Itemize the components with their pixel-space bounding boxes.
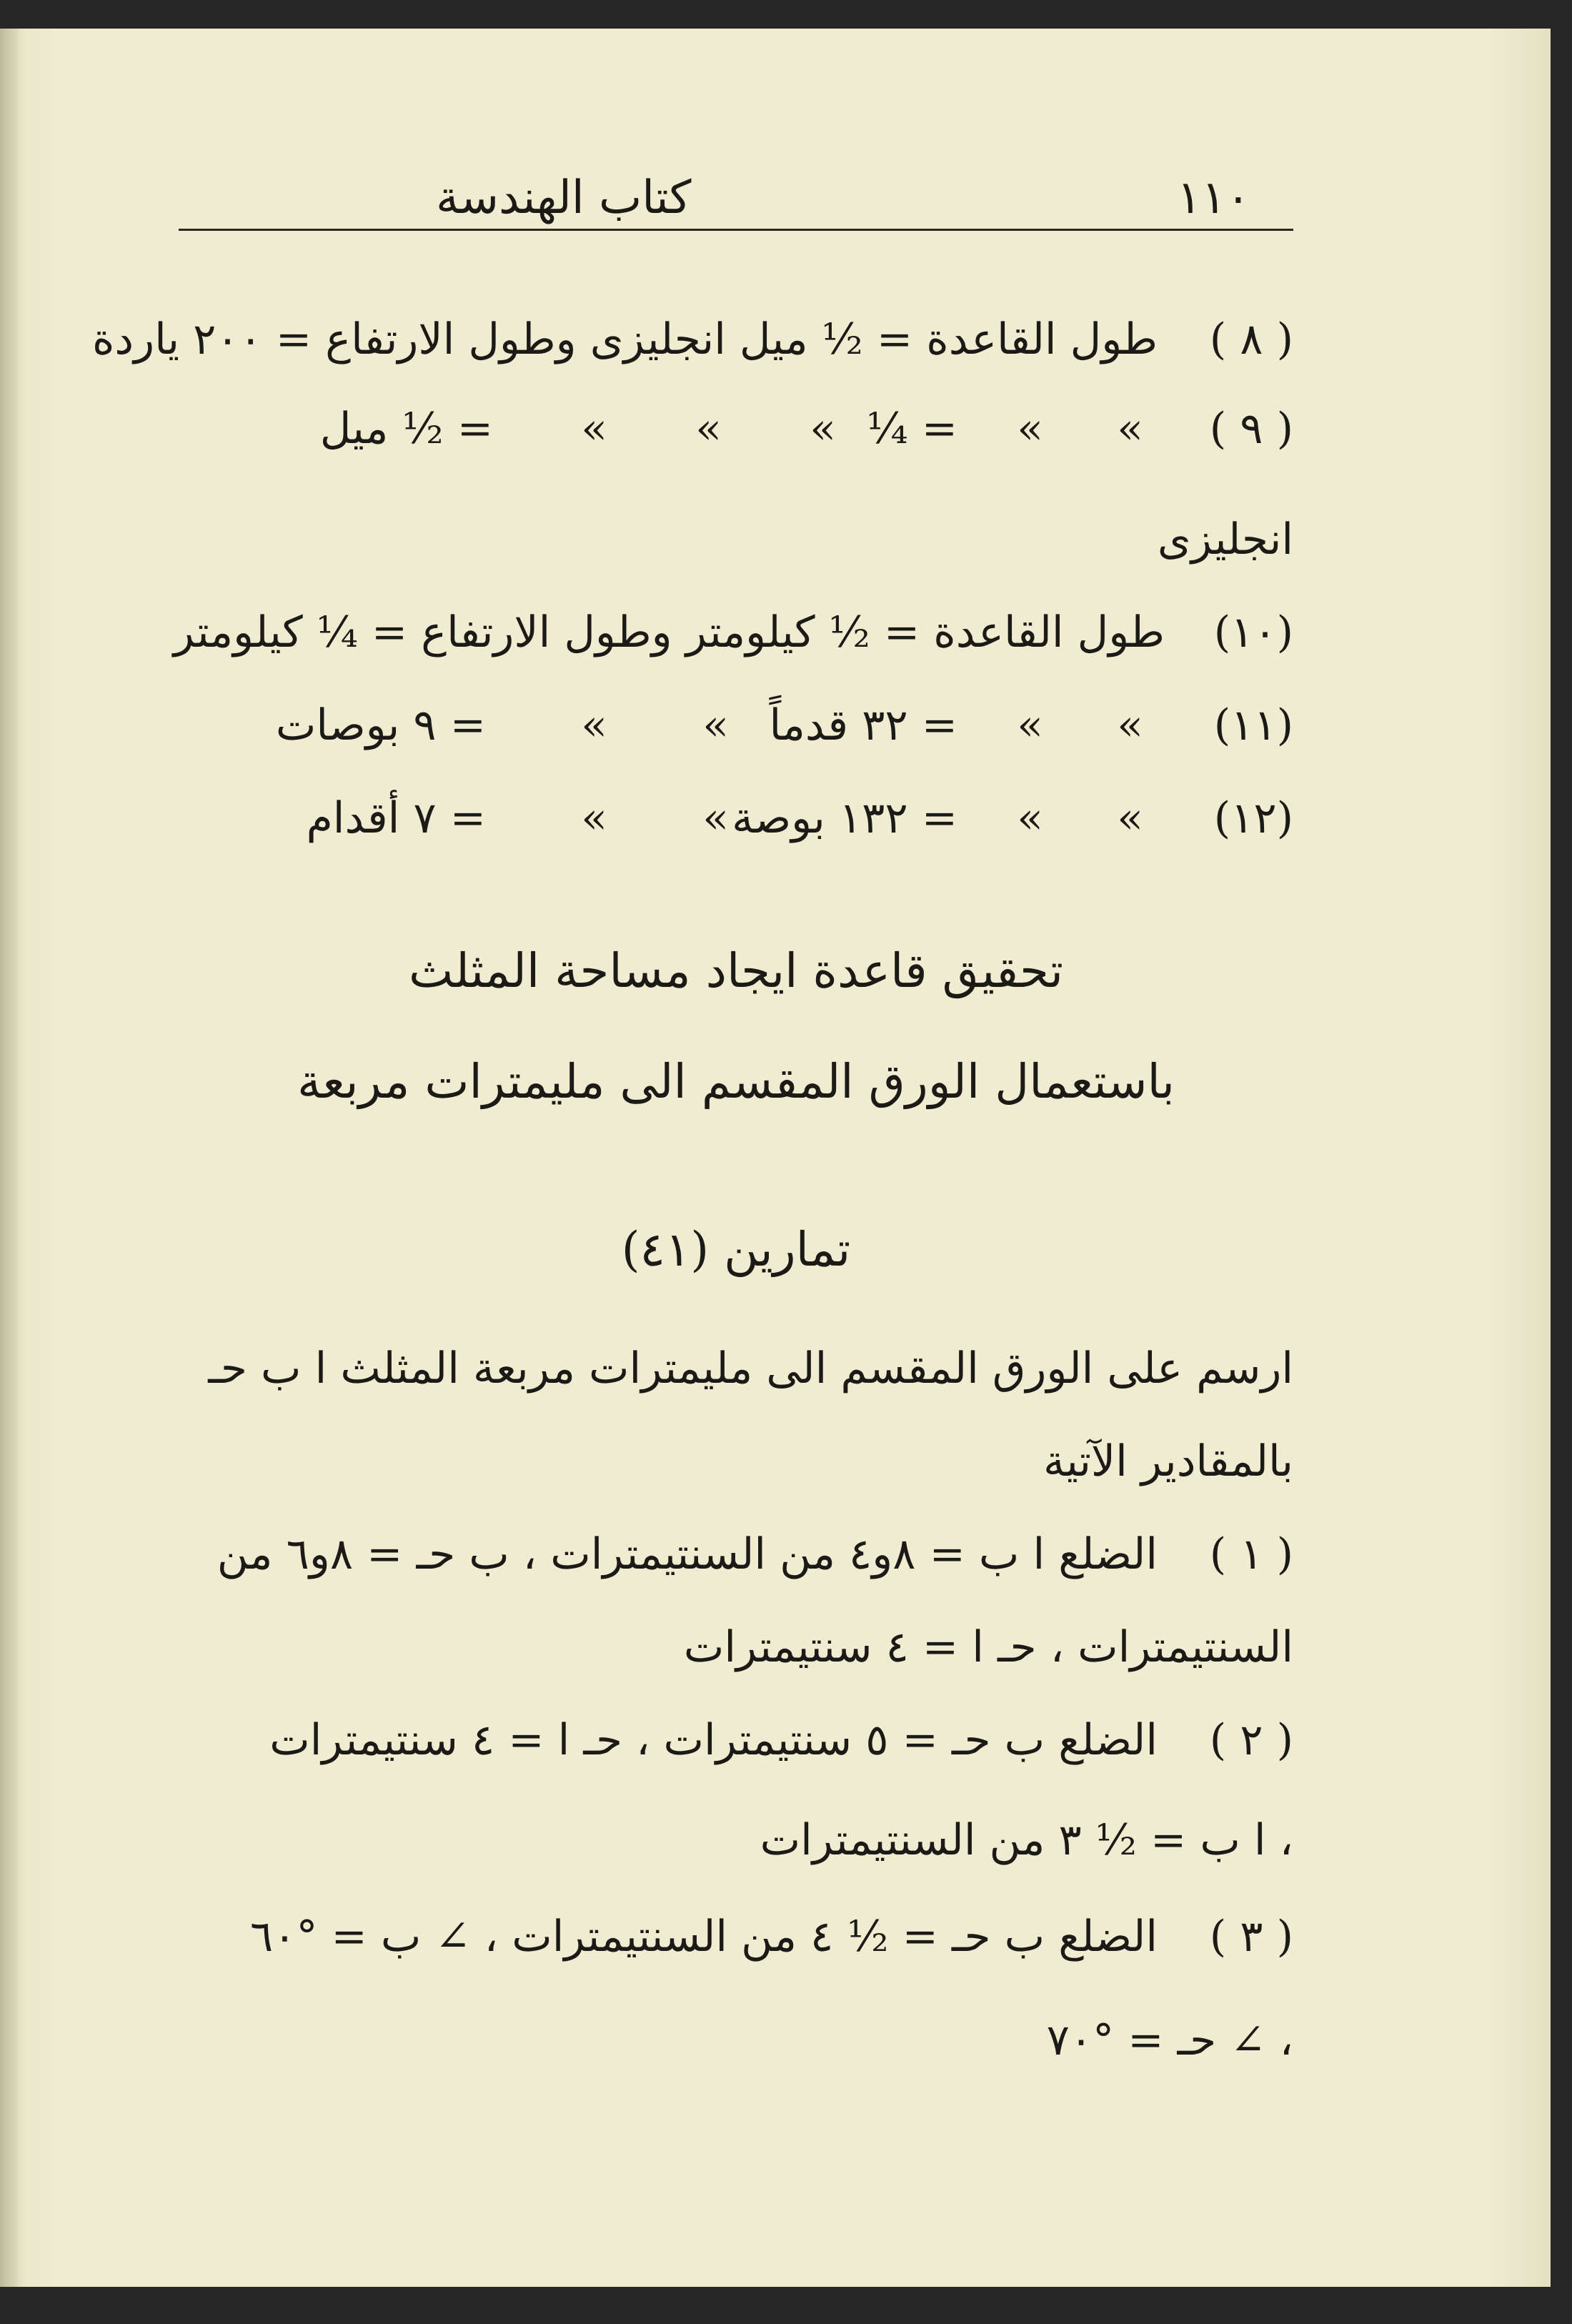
- ditto-mark: »: [1117, 793, 1143, 843]
- ditto-value: = ١٣٢ بوصة: [732, 793, 957, 843]
- instruction-line-1: [179, 1329, 1293, 1408]
- page-number: ١١٠: [1176, 172, 1250, 224]
- problem-number: (١٠): [1213, 607, 1293, 657]
- ditto-mark: »: [1117, 404, 1143, 454]
- instruction-text: ارسم على الورق المقسم الى مليمترات مربعة المثلث ا ب حـ: [208, 1344, 1293, 1394]
- instruction-line-2: [179, 1422, 1293, 1501]
- exercise-2-continuation: [179, 1801, 1293, 1879]
- exercise-3-continuation: [179, 2001, 1293, 2080]
- problem-number: ( ٣ ): [1209, 1912, 1293, 1962]
- problem-text: طول القاعدة = ½ كيلومتر وطول الارتفاع = ¼ كيلومتر: [173, 607, 1165, 657]
- problem-12: [179, 779, 1293, 858]
- section-title: تحقيق قاعدة ايجاد مساحة المثلث: [408, 943, 1063, 998]
- ditto-mark: »: [1017, 404, 1043, 454]
- problem-11: [179, 686, 1293, 765]
- ditto-mark: »: [702, 700, 729, 750]
- problem-number: ( ١ ): [1209, 1529, 1293, 1579]
- ditto-mark: »: [695, 404, 722, 454]
- continuation-text: السنتيمترات ، حـ ا = ٤ سنتيمترات: [683, 1622, 1293, 1672]
- exercise-heading: تمارين (٤١): [621, 1222, 851, 1277]
- exercise-3: [179, 1897, 1293, 1976]
- exercise-1: [179, 1515, 1293, 1594]
- instruction-text: بالمقادير الآتية: [1043, 1436, 1293, 1486]
- problem-text: الضلع ب حـ = ½ ٤ من السنتيمترات ، ∠ ب = °٦٠: [250, 1912, 1158, 1962]
- ditto-mark: »: [810, 404, 836, 454]
- problem-number: (١١): [1213, 700, 1293, 750]
- page-content: [91, 0, 1293, 2258]
- ditto-mark: »: [1017, 700, 1043, 750]
- ditto-value: = ¼: [866, 404, 957, 454]
- ditto-mark: »: [581, 700, 607, 750]
- ditto-mark: »: [702, 793, 729, 843]
- page-gutter: [0, 29, 19, 2287]
- problem-9: [179, 389, 1293, 468]
- page-header: [179, 143, 1293, 222]
- problem-10: [173, 593, 1293, 672]
- problem-number: (١٢): [1213, 793, 1293, 843]
- problem-number: ( ٢ ): [1209, 1715, 1293, 1765]
- exercise-2: [179, 1701, 1293, 1779]
- section-subtitle: باستعمال الورق المقسم الى مليمترات مربعة: [297, 1054, 1175, 1109]
- problem-9-continuation: [179, 500, 1293, 579]
- exercise-1-continuation: [179, 1608, 1293, 1687]
- ditto-mark: »: [1017, 793, 1043, 843]
- header-rule: [179, 229, 1293, 231]
- problem-8: [91, 300, 1293, 379]
- continuation-text: انجليزى: [1157, 515, 1293, 565]
- ditto-value: = ٩ بوصات: [275, 700, 486, 750]
- ditto-mark: »: [1117, 700, 1143, 750]
- continuation-text: ، ∠ حـ = °٧٠: [1046, 2015, 1293, 2065]
- problem-text: طول القاعدة = ½ ميل انجليزى وطول الارتفاع = ٢٠٠ ياردة: [91, 314, 1158, 364]
- ditto-mark: »: [581, 404, 607, 454]
- ditto-value: = ½ ميل: [319, 404, 493, 454]
- continuation-text: ، ا ب = ½ ٣ من السنتيمترات: [760, 1815, 1293, 1865]
- book-title: كتاب الهندسة: [436, 172, 692, 224]
- ditto-mark: »: [581, 793, 607, 843]
- ditto-value: = ٣٢ قدماً: [769, 700, 957, 750]
- problem-number: ( ٨ ): [1209, 314, 1293, 364]
- problem-text: الضلع ب حـ = ٥ سنتيمترات ، حـ ا = ٤ سنتيمترات: [269, 1715, 1158, 1765]
- problem-number: ( ٩ ): [1209, 404, 1293, 454]
- problem-text: الضلع ا ب = ٨و٤ من السنتيمترات ، ب حـ = ٨و٦ من: [217, 1529, 1158, 1579]
- ditto-value: = ٧ أقدام: [306, 793, 486, 843]
